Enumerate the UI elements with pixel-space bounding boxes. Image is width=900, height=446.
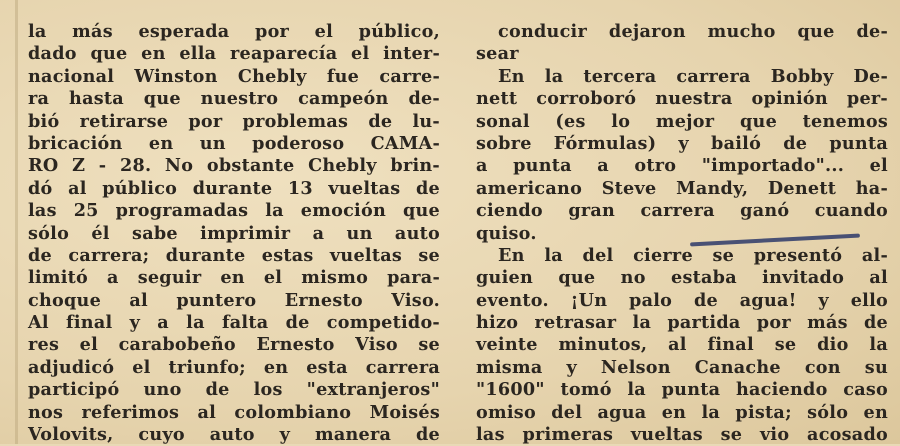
text-line: limitó a seguir en el mismo para- bbox=[28, 267, 440, 289]
text-line: quiso. bbox=[476, 222, 537, 244]
text-line: nos referimos al colombiano Moisés bbox=[28, 401, 440, 423]
text-line: Volovits, cuyo auto y manera de bbox=[28, 424, 440, 446]
text-line: bió retirarse por problemas de lu- bbox=[28, 110, 440, 132]
text-line: ciendo gran carrera ganó cuando bbox=[476, 200, 888, 222]
text-line: res el carabobeño Ernesto Viso se bbox=[28, 334, 440, 356]
text-line: nacional Winston Chebly fue carre- bbox=[28, 65, 440, 87]
text-line: nett corroboró nuestra opinión per- bbox=[476, 88, 888, 110]
text-line: adjudicó el triunfo; en esta carrera bbox=[28, 356, 440, 378]
left-column bbox=[28, 21, 440, 446]
text-line: guien que no estaba invitado al bbox=[476, 267, 888, 289]
text-line: de carrera; durante estas vueltas se bbox=[28, 244, 440, 266]
text-line: Al final y a la falta de competido- bbox=[28, 312, 440, 334]
text-line: sólo él sabe imprimir a un auto bbox=[28, 222, 440, 244]
text-line: las 25 programadas la emoción que bbox=[28, 200, 440, 222]
text-line: omiso del agua en la pista; sólo en bbox=[476, 401, 888, 423]
text-line: veinte minutos, al final se dio la bbox=[476, 334, 888, 356]
text-line: americano Steve Mandy, Denett ha- bbox=[476, 177, 888, 199]
text-line: la más esperada por el público, bbox=[28, 21, 440, 42]
text-line: las primeras vueltas se vio acosado bbox=[476, 424, 888, 446]
text-line: sonal (es lo mejor que tenemos bbox=[476, 110, 888, 132]
text-line: choque al puntero Ernesto Viso. bbox=[28, 289, 440, 311]
text-line: sear bbox=[476, 43, 519, 65]
text-line: conducir dejaron mucho que de- bbox=[498, 21, 888, 42]
text-line: participó uno de los "extranjeros" bbox=[28, 379, 440, 401]
paragraph-start: En la tercera carrera Bobby De- bbox=[498, 65, 888, 87]
right-column bbox=[476, 21, 888, 446]
text-line: hizo retrasar la partida por más de bbox=[476, 312, 888, 334]
text-line: dó al público durante 13 vueltas de bbox=[28, 177, 440, 199]
text-line: bricación en un poderoso CAMA- bbox=[28, 132, 440, 154]
text-line: misma y Nelson Canache con su bbox=[476, 356, 888, 378]
text-line: ra hasta que nuestro campeón de- bbox=[28, 88, 440, 110]
paper-fold bbox=[15, 0, 18, 444]
text-line: dado que en ella reaparecía el inter- bbox=[28, 43, 440, 65]
text-line: evento. ¡Un palo de agua! y ello bbox=[476, 289, 888, 311]
text-line: "1600" tomó la punta haciendo caso bbox=[476, 379, 888, 401]
paragraph-start: En la del cierre se presentó al- bbox=[498, 244, 888, 266]
text-line: RO Z - 28. No obstante Chebly brin- bbox=[28, 155, 440, 177]
text-line: sobre Fórmulas) y bailó de punta bbox=[476, 132, 888, 154]
text-line: a punta a otro "importado"... el bbox=[476, 155, 888, 177]
